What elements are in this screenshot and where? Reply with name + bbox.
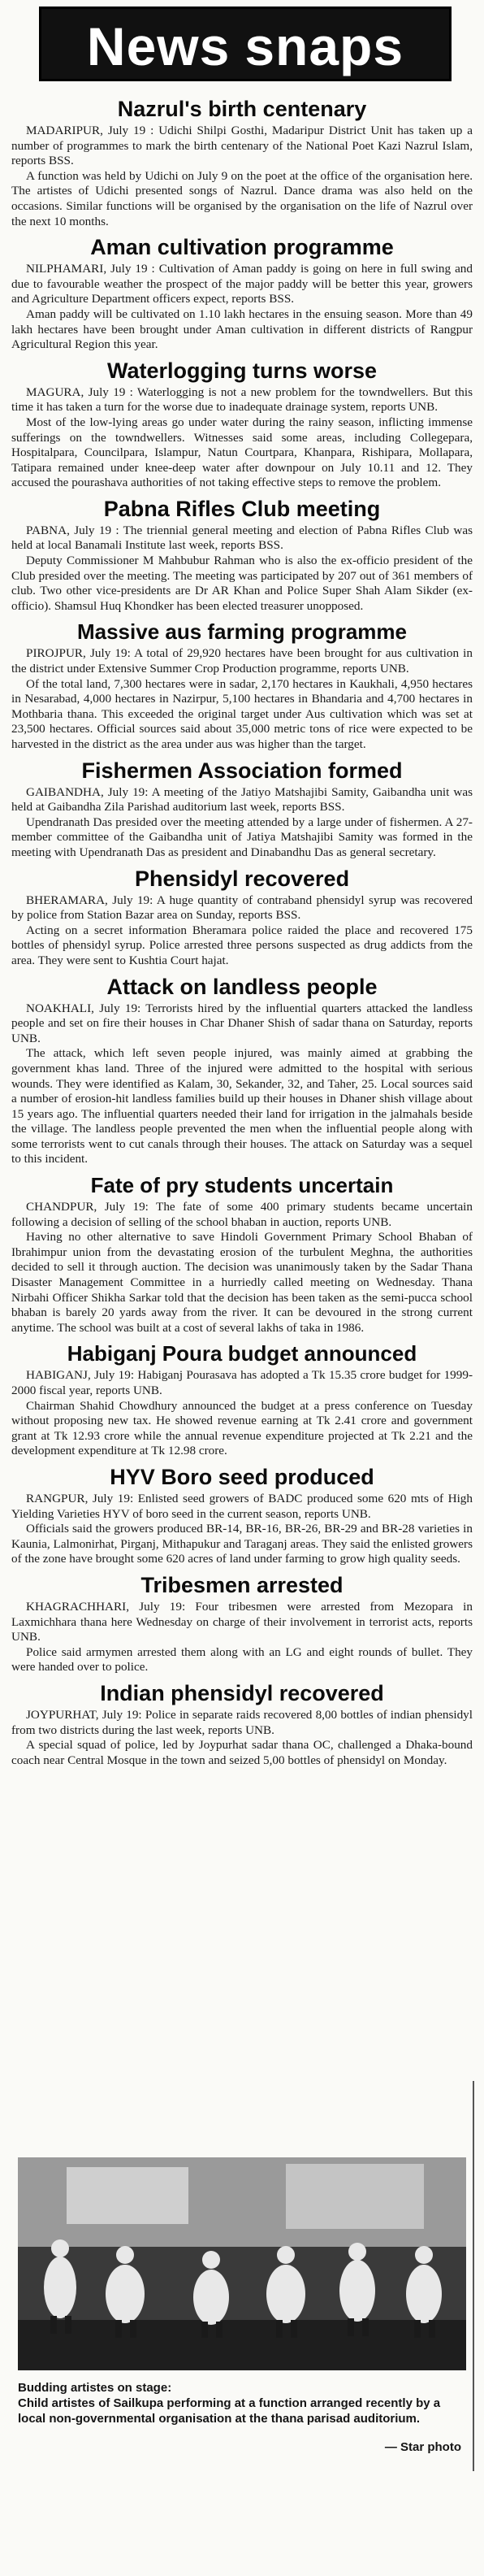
news-story [11,1464,473,1567]
story-paragraph: MADARIPUR, July 19 : Udichi Shilpi Gosthi, Madaripur District Unit has taken up a number of programmes to mark the birth centenary of the National Poet Kazi Nazrul Islam, reports BSS. [11,124,473,168]
story-headline: Tribesmen arrested [140,1572,344,1597]
story-paragraph: RANGPUR, July 19: Enlisted seed growers of BADC produced some 620 mts of High Yielding Varieties HYV of boro seed in the current season, reports UNB. [11,1491,473,1521]
story-paragraph: Having no other alternative to save Hindoli Government Primary School Bhaban of Ibrahimpur union from the devastating erosion of the turbulent Meghna, the authorities decided to sell it through auction. The decision was unanimously taken by the Sadar Thana Disaster Management Committee in a hurriedly called meeting on Wednesday. Thana Nirbahi Officer Shikha Sarkar told that the decision has been taken as the semi-pucca school bhaban is barely 20 yards away from the river. It can be devoured in the strong current anytime. The school was built at a cost of several lakhs of taka in 1986. [11,1230,473,1335]
section-masthead [39,7,452,81]
photo-credit: — Star photo [384,2440,461,2454]
story-paragraph: BHERAMARA, July 19: A huge quantity of contraband phensidyl syrup was recovered by police from Station Bazar area on Sunday, reports BSS. [11,893,473,923]
story-paragraph: NILPHAMARI, July 19 : Cultivation of Aman paddy is going on here in full swing and due to favourable weather the prospect of the major paddy will be better this year, growers and Agriculture Department officers expect, reports BSS. [11,262,473,306]
news-story [11,496,473,615]
caption-body: Child artistes of Sailkupa performing at a function arranged recently by a local non-governmental organisation at the thana parisad auditorium. [18,2396,441,2426]
story-paragraph: HABIGANJ, July 19: Habiganj Pourasava has adopted a Tk 15.35 crore budget for 1999-2000 fiscal year, reports UNB. [11,1368,473,1397]
news-story [11,758,473,861]
news-story [11,358,473,491]
news-story [11,619,473,752]
story-paragraph: MAGURA, July 19 : Waterlogging is not a new problem for the towndwellers. But this time it has taken a turn for the worse due to inadequate drainage system, reports UNB. [11,384,473,415]
caption-title: Budding artistes on stage: [18,2381,172,2395]
story-headline: Habiganj Poura budget announced [67,1341,417,1366]
news-story [11,1680,473,1768]
story-headline: Pabna Rifles Club meeting [103,496,381,521]
story-paragraph: KHAGRACHHARI, July 19: Four tribesmen were arrested from Mezopara in Laxmichhara thana here Wednesday on charge of their involvement in terrorist acts, reports UNB. [11,1599,473,1644]
story-paragraph: A function was held by Udichi on July 9 on the poet at the office of the organisation here. The artistes of Udichi presented songs of Nazrul. Dance drama was also held on the occasions. Similar functions will be organised by the organisation on the life of Nazrul over the next 10 months. [11,168,473,228]
story-headline: Phensidyl recovered [134,866,350,891]
story-paragraph: Police said armymen arrested them along with an LG and eight rounds of bullet. They were handed over to police. [11,1644,473,1675]
story-paragraph: Acting on a secret information Bheramara police raided the place and recovered 175 bottles of phensidyl syrup. Police arrested three persons suspected as drug addicts from the area. They were sent to Kushtia Court hajat. [11,923,473,967]
story-paragraph: Chairman Shahid Chowdhury announced the budget at a press conference on Tuesday without proposing new tax. He showed revenue earning at Tk 2.41 crore and government grant at Tk 12.93 crore while the annual revenue expenditure projected at Tk 2.21 and the development expenditure at Tk 12.98 crore. [11,1398,473,1458]
story-headline: Attack on landless people [106,974,378,999]
story-paragraph: Of the total land, 7,300 hectares were in sadar, 2,170 hectares in Kaukhali, 4,950 hectares in Nesarabad, 4,000 hectares in Nazirpur, 5,100 hectares in Bhandaria and 4,700 hectares in Mothbaria thana. This exceeded the original target under Aus cultivation which was set at 23,500 hectares. Official sources said about 35,000 metric tons of rice were expected to be harvested in the district as the area under aus was higher than the target. [11,676,473,751]
story-paragraph: Officials said the growers produced BR-14, BR-16, BR-26, BR-29 and BR-28 varieties in Kaunia, Lalmonirhat, Pirganj, Mithapukur and Taraganj areas. They said the enlisted growers of the zone have brought some 620 acres of land under farming to grow high quality seeds. [11,1522,473,1566]
masthead-word-snaps: snaps [244,16,404,76]
masthead-word-news: News [86,16,231,76]
photo-image [18,2157,466,2370]
story-paragraph: PABNA, July 19 : The triennial general meeting and election of Pabna Rifles Club was held at local Banamali Institute last week, reports BSS. [11,523,473,553]
news-story [11,974,473,1168]
story-headline: Fishermen Association formed [81,758,403,783]
news-story [11,1172,473,1336]
news-story [11,1340,473,1459]
news-story [11,96,473,229]
story-paragraph: Most of the low-lying areas go under water during the rainy season, inflicting immense sufferings on the towndwellers. Witnesses said some areas, including Collegepara, Hospitalpara, Councilpara, Islampur, Natun Courtpara, Khanpara, Rishipara, Mollapara, Tatipara remained under knee-deep water after downpour on July 10.11 and 12. They accused the pourashava authorities of not taking effective steps to remove the problem. [11,415,473,490]
story-paragraph: Upendranath Das presided over the meeting attended by a large under of fishermen. A 27-member committee of the Gaibandha unit of Jatiya Matshajibi Samity was formed in the meeting with Upendranath Das as president and Dinabandhu Das as general secretary. [11,815,473,859]
news-story [11,1572,473,1675]
story-paragraph: CHANDPUR, July 19: The fate of some 400 primary students became uncertain following a decision of selling of the school bhaban in auction, reports UNB. [11,1200,473,1229]
story-headline: HYV Boro seed produced [110,1464,374,1489]
story-paragraph: JOYPURHAT, July 19: Police in separate raids recovered 8,00 bottles of indian phensidyl from two districts during the last week, reports UNB. [11,1707,473,1737]
story-headline: Massive aus farming programme [76,619,408,645]
news-column [11,96,473,1773]
photo-caption [18,2380,466,2426]
story-headline: Waterlogging turns worse [106,358,377,383]
story-headline: Nazrul's birth centenary [117,97,367,121]
news-story [11,866,473,969]
story-paragraph: NOAKHALI, July 19: Terrorists hired by the influential quarters attacked the landless people and set on fire their houses in Char Dhaner Shish of sadar thana on Saturday, reports UNB. [11,1001,473,1045]
column-rule [473,2081,474,2471]
story-paragraph: PIROJPUR, July 19: A total of 29,920 hectares have been brought for aus cultivation in the district under Extensive Summer Crop Production programme, reports UNB. [11,646,473,676]
story-paragraph: GAIBANDHA, July 19: A meeting of the Jatiyo Matshajibi Samity, Gaibandha unit was held at Gaibandha Zila Parishad auditorium last week, reports BSS. [11,784,473,815]
news-story [11,234,473,353]
story-paragraph: Deputy Commissioner M Mahbubur Rahman who is also the ex-officio president of the Club presided over the meeting. The meeting was participated by 207 out of 361 members of club. Two other vice-presidents are Dr AR Khan and Police Super Shah Alam Sikder (ex-officio). Shamsul Huq Khondker has been elected treasurer unopposed. [11,554,473,613]
story-headline: Aman cultivation programme [90,235,394,260]
story-headline: Indian phensidyl recovered [100,1680,384,1705]
story-headline: Fate of pry students uncertain [90,1173,394,1198]
story-paragraph: The attack, which left seven people injured, was mainly aimed at grabbing the government khas land. Three of the injured were admitted to the hospital with serious wounds. They were identified as Kalam, 30, Sekander, 32, and Taher, 25. Local sources said a number of erosion-hit landless families build up their houses in Dhaner shish village about 15 years ago. The influential quarters needed their land for irrigation in the jalmahals beside the village. The landless people prevented the men when the influential people along with some terrorists went to cut canals through their houses. The attack on Saturday was a sequel to this incident. [11,1046,473,1166]
story-paragraph: A special squad of police, led by Joypurhat sadar thana OC, challenged a Dhaka-bound coach near Central Mosque in the town and seized 5,00 bottles of phensidyl on Monday. [11,1738,473,1767]
story-paragraph: Aman paddy will be cultivated on 1.10 lakh hectares in the ensuing season. More than 49 lakh hectares have been brought under Aman cultivation in different districts of Rangpur Agricultural Region this year. [11,306,473,352]
stage-photo [18,2157,466,2370]
